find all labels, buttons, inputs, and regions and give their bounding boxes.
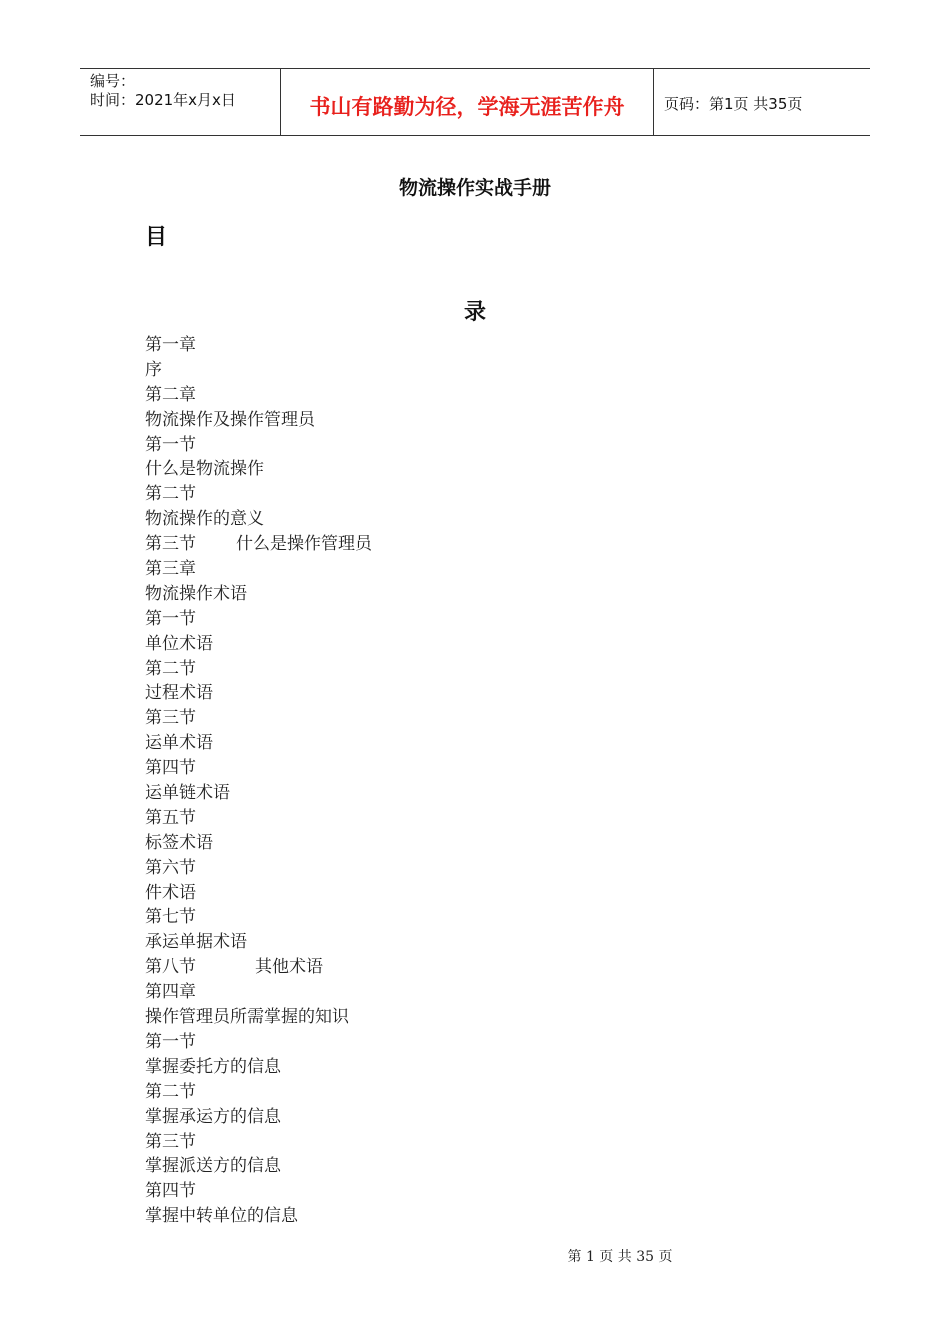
toc-entry-label: 第二节 (145, 658, 196, 679)
toc-entry (145, 781, 372, 806)
toc-entry-label: 第一章 (145, 335, 196, 355)
toc-entry-label: 物流操作及操作管理员 (145, 409, 315, 430)
toc-entry-label: 掌握承运方的信息 (145, 1106, 281, 1127)
toc-entry-label: 第一节 (145, 434, 196, 455)
toc-entry (145, 408, 372, 433)
toc-entry-label: 第八节 (145, 957, 196, 978)
toc-entry-label: 第六节 (145, 857, 196, 878)
toc-entry-label: 什么是物流操作 (145, 459, 264, 480)
document-title: 物流操作实战手册 (398, 177, 551, 199)
toc-entry (145, 706, 372, 731)
toc-entry-label: 物流操作的意义 (145, 509, 264, 530)
toc-entry-label: 掌握委托方的信息 (145, 1056, 281, 1077)
header-page-info: 页码：第1页 共35页 (664, 95, 803, 113)
toc-entry-label: 过程术语 (145, 683, 213, 704)
toc-entry-label: 标签术语 (145, 832, 213, 853)
toc-entry (145, 358, 372, 383)
toc-entry-label: 第二章 (145, 384, 196, 405)
toc-entry-label: 第五节 (145, 807, 196, 828)
document-date: 时间：2021年x月x日 (90, 91, 236, 109)
toc-entry-label: 第四节 (145, 758, 196, 779)
toc-entry (145, 756, 372, 781)
toc-entry (145, 1130, 372, 1155)
toc-entry (145, 457, 372, 482)
toc-entry-title: 其他术语 (255, 957, 323, 978)
toc-entry (145, 1005, 372, 1030)
toc-entry (145, 731, 372, 756)
header-left-cell (80, 69, 281, 135)
toc-entry-label: 承运单据术语 (145, 932, 247, 953)
toc-entry-label: 第四章 (145, 982, 196, 1003)
toc-entry (145, 955, 372, 980)
toc-entry-label: 运单术语 (145, 733, 213, 754)
toc-entry-label: 第四节 (145, 1181, 196, 1202)
toc-entry (145, 806, 372, 831)
toc-entry-label: 件术语 (145, 882, 196, 903)
document-number-label: 编号： (90, 72, 136, 90)
toc-entry (145, 831, 372, 856)
toc-entry-label: 运单链术语 (145, 783, 230, 804)
toc-entry-label: 第三节 (145, 708, 196, 729)
toc-entry (145, 980, 372, 1005)
toc-entry (145, 582, 372, 607)
toc-entry-label: 第七节 (145, 907, 196, 928)
page-header (80, 68, 870, 136)
toc-entry-label: 第二节 (145, 484, 196, 505)
toc-entry (145, 532, 372, 557)
toc-heading-first-char: 目 (145, 225, 168, 250)
toc-entry (145, 607, 372, 632)
toc-entry-title: 什么是操作管理员 (236, 534, 372, 555)
toc-entry-label: 掌握中转单位的信息 (145, 1206, 298, 1227)
toc-entry-label: 掌握派送方的信息 (145, 1156, 281, 1177)
header-right-cell (654, 69, 870, 135)
toc-entry (145, 1105, 372, 1130)
toc-entry (145, 507, 372, 532)
header-motto-cell (281, 69, 654, 135)
toc-entry-label: 第三节 (145, 534, 196, 555)
header-motto: 书山有路勤为径，学海无涯苦作舟 (309, 95, 625, 119)
toc-entry (145, 433, 372, 458)
toc-entry (145, 1030, 372, 1055)
toc-entry (145, 1179, 372, 1204)
toc-entry-label: 第二节 (145, 1081, 196, 1102)
toc-entry (145, 930, 372, 955)
toc-entry (145, 856, 372, 881)
toc-entry (145, 1154, 372, 1179)
toc-entry (145, 1055, 372, 1080)
toc-entry-label: 序 (145, 359, 162, 380)
toc-entry (145, 632, 372, 657)
toc-entry (145, 557, 372, 582)
toc-entry-label: 第一节 (145, 608, 196, 629)
table-of-contents (145, 333, 372, 1229)
toc-entry-label: 物流操作术语 (145, 583, 247, 604)
page-footer: 第 1 页 共 35 页 (567, 1249, 673, 1265)
toc-entry (145, 482, 372, 507)
toc-entry-label: 单位术语 (145, 633, 213, 654)
toc-entry-label: 第三节 (145, 1131, 196, 1152)
toc-entry (145, 333, 372, 358)
toc-entry (145, 657, 372, 682)
toc-entry (145, 681, 372, 706)
toc-entry (145, 1080, 372, 1105)
toc-entry (145, 881, 372, 906)
toc-entry-label: 操作管理员所需掌握的知识 (145, 1007, 349, 1028)
toc-entry-label: 第一节 (145, 1031, 196, 1052)
toc-entry (145, 905, 372, 930)
toc-heading-second-char: 录 (463, 300, 486, 325)
toc-entry (145, 383, 372, 408)
toc-entry (145, 1204, 372, 1229)
toc-entry-label: 第三章 (145, 559, 196, 580)
